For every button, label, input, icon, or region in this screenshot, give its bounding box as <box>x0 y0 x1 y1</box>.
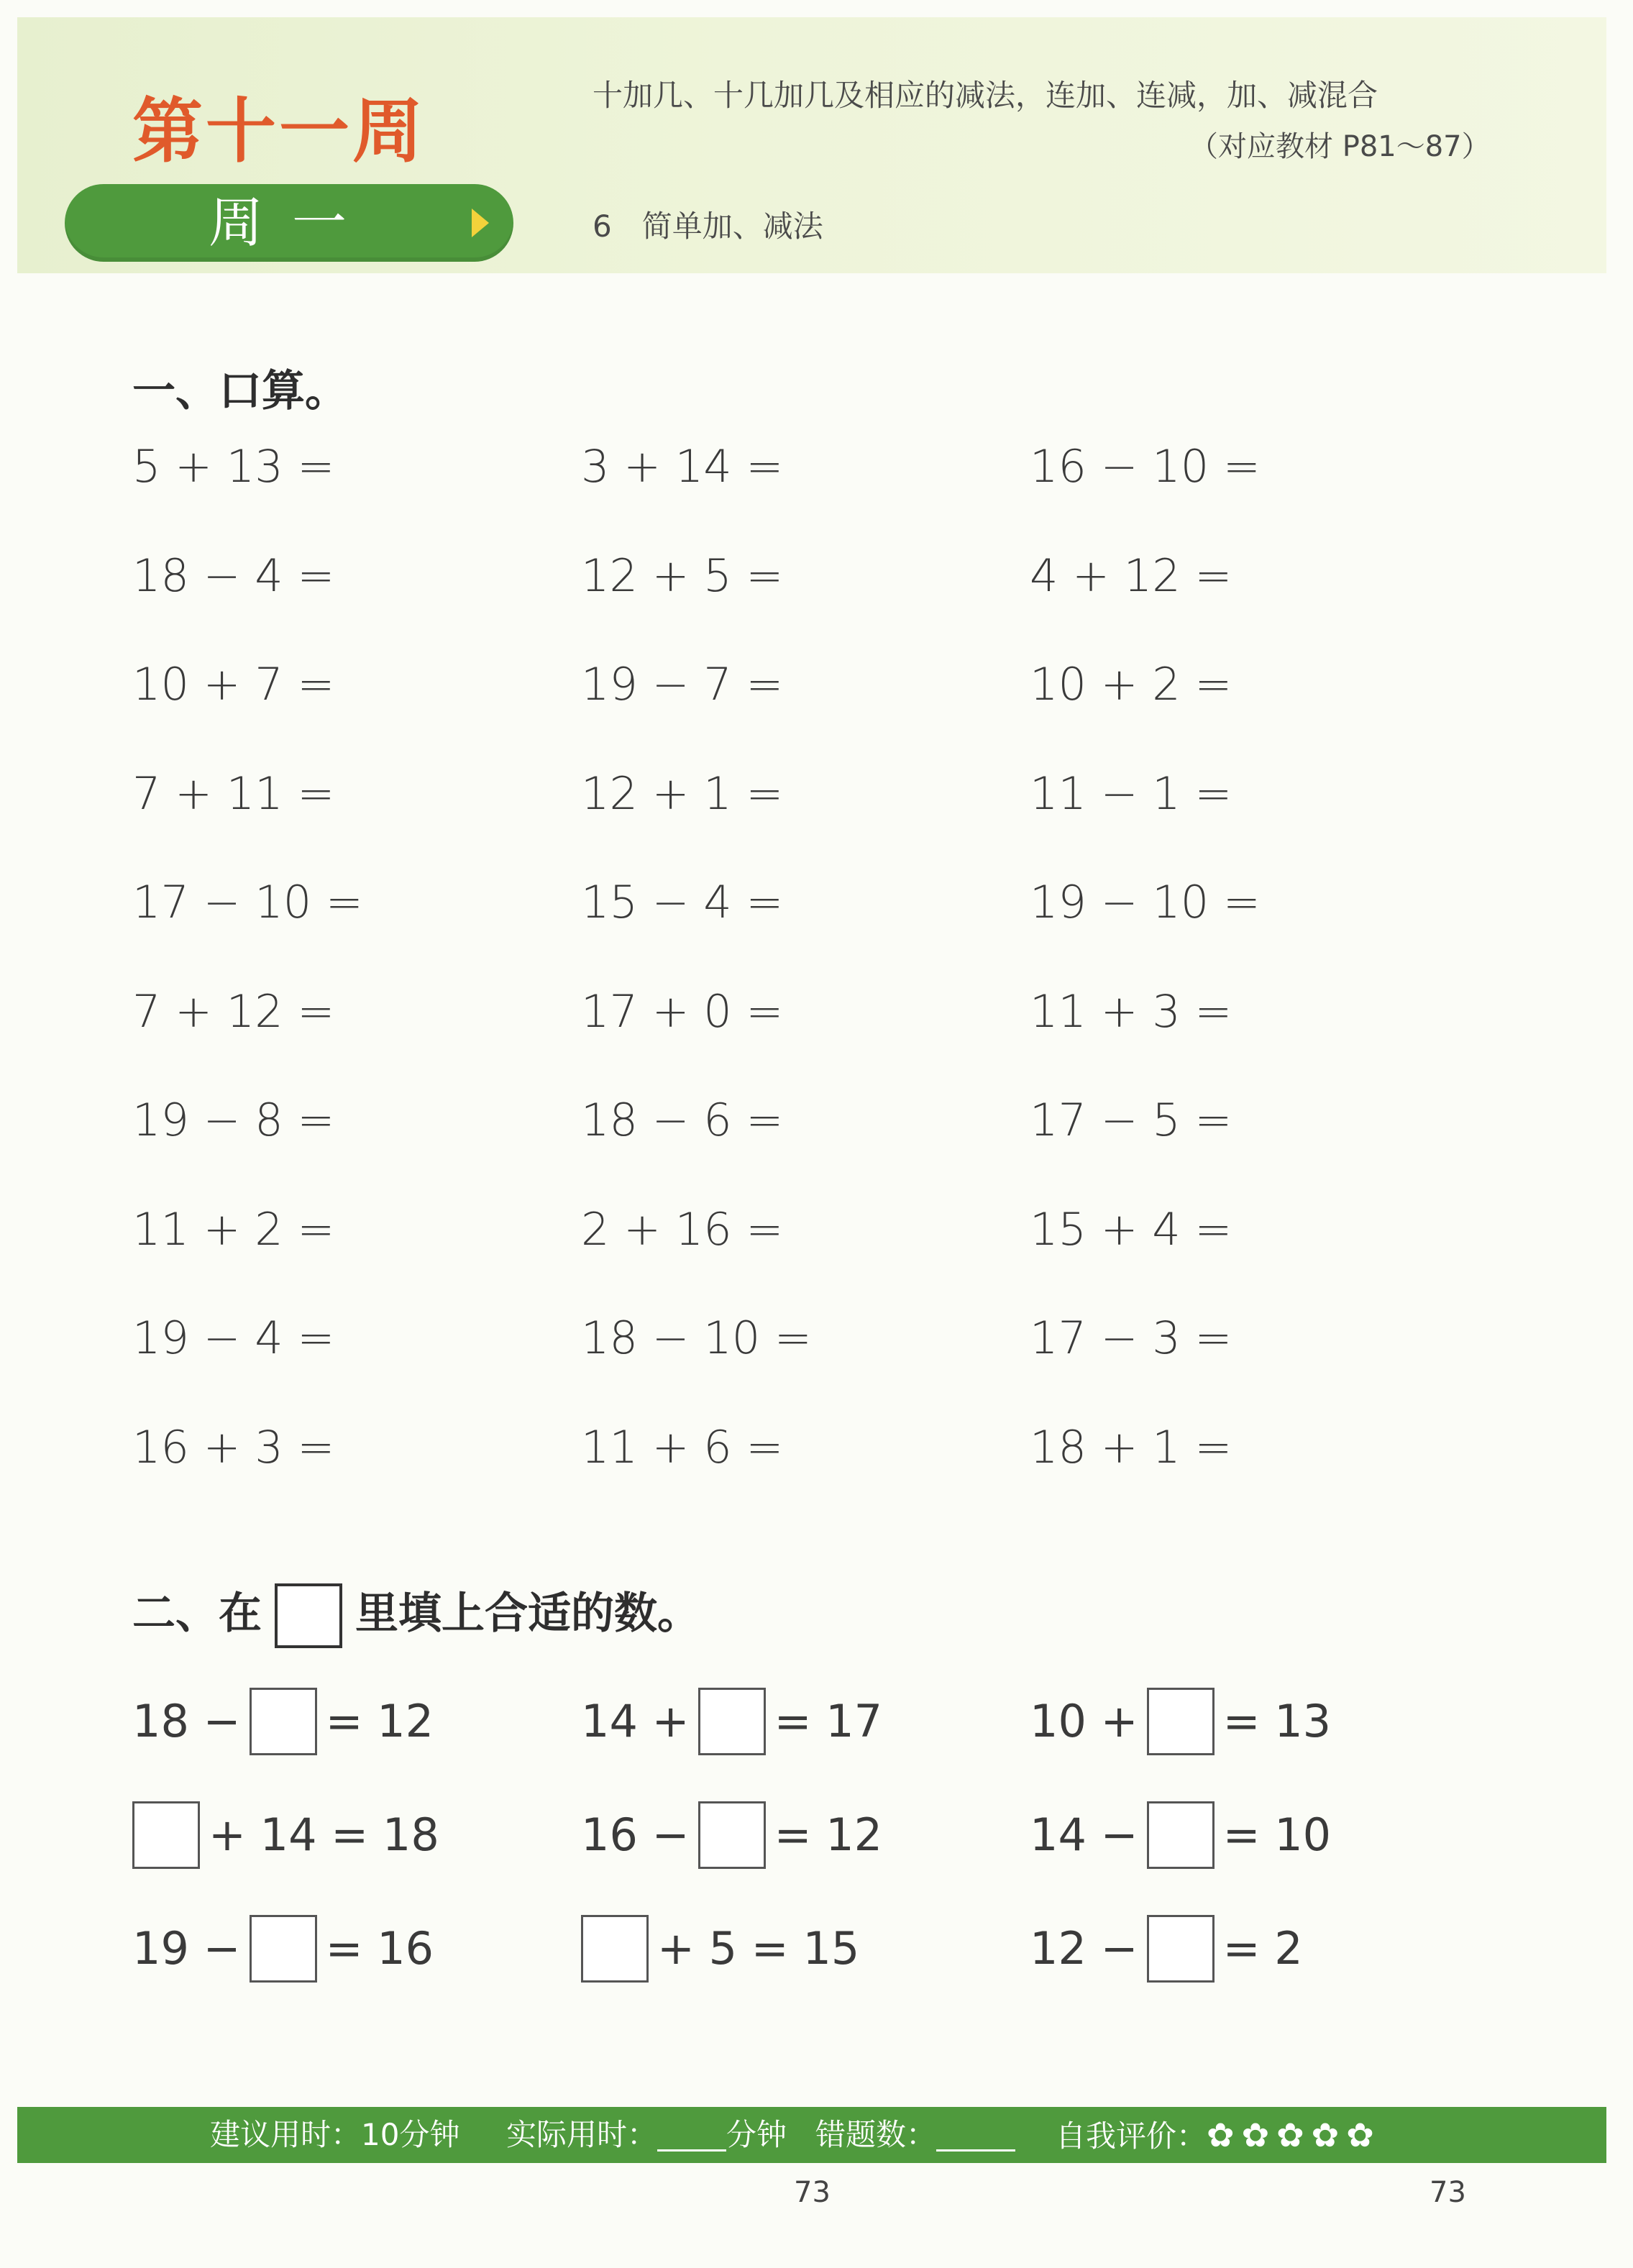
section1-title: 一、口算。 <box>132 366 348 416</box>
problem-item: 12 + 5 = <box>581 549 784 602</box>
lesson-title: 6 简单加、减法 <box>593 209 823 244</box>
section2-title <box>132 1579 700 1648</box>
problem-item: 5 + 13 = <box>132 440 335 493</box>
footer-bar <box>17 2107 1606 2163</box>
error-count-input[interactable] <box>936 2149 1015 2152</box>
suggested-time: 建议用时：10分钟 <box>210 2117 460 2152</box>
problem-item: 18 − 6 = <box>581 1094 784 1146</box>
fill-in-item <box>581 1686 882 1752</box>
problem-item: 4 + 12 = <box>1030 549 1232 602</box>
day-label: 周一 <box>209 191 375 255</box>
page-number-center: 73 <box>794 2176 831 2209</box>
flower-rating[interactable] <box>1207 2118 1381 2154</box>
problem-item: 7 + 12 = <box>132 984 335 1038</box>
flower-icon[interactable]: ✿ <box>1346 2116 1374 2154</box>
problem-item: 10 + 7 = <box>132 658 335 710</box>
topics-subtitle: 十加几、十几加几及相应的减法，连加、连减，加、减混合 <box>593 78 1378 113</box>
textbook-reference: （对应教材 P81～87） <box>1189 130 1491 163</box>
problem-item: 18 − 4 = <box>132 549 335 602</box>
fill-in-item <box>132 1913 434 1979</box>
expression-before: 19 − <box>132 1921 241 1975</box>
answer-box[interactable] <box>132 1801 200 1869</box>
expression-after: = 17 <box>774 1694 883 1747</box>
self-evaluation <box>1056 2107 1381 2163</box>
answer-box[interactable] <box>250 1688 317 1755</box>
problem-item: 11 + 6 = <box>581 1420 784 1473</box>
problem-item: 11 + 2 = <box>132 1202 335 1256</box>
expression-after: = 16 <box>325 1921 434 1975</box>
expression-before: 14 − <box>1030 1808 1138 1861</box>
problem-item: 18 + 1 = <box>1030 1420 1232 1473</box>
expression-before: 18 − <box>132 1694 241 1747</box>
problem-item: 17 + 0 = <box>581 984 784 1038</box>
day-pill <box>65 184 513 262</box>
fill-in-item <box>132 1686 434 1752</box>
expression-after: + 5 = 15 <box>657 1921 860 1975</box>
problem-item: 11 − 1 = <box>1030 767 1232 820</box>
expression-before: 12 − <box>1030 1921 1138 1975</box>
week-title: 第十一周 <box>132 91 426 173</box>
expression-after: = 10 <box>1222 1808 1332 1861</box>
expression-after: = 13 <box>1222 1694 1332 1747</box>
answer-box[interactable] <box>1147 1915 1215 1983</box>
actual-time <box>506 2107 787 2163</box>
expression-after: = 12 <box>774 1808 883 1861</box>
error-count-label: 错题数： <box>815 2117 937 2152</box>
header-band <box>17 17 1606 273</box>
problem-item: 10 + 2 = <box>1030 658 1232 710</box>
problem-item: 15 + 4 = <box>1030 1202 1232 1256</box>
page-number-corner: 73 <box>1430 2176 1466 2209</box>
fill-in-item <box>581 1913 859 1979</box>
expression-before: 16 − <box>581 1808 690 1861</box>
answer-box[interactable] <box>698 1801 766 1869</box>
problem-item: 17 − 5 = <box>1030 1094 1232 1146</box>
flower-icon[interactable]: ✿ <box>1311 2116 1340 2154</box>
problem-item: 17 − 3 = <box>1030 1312 1232 1364</box>
problem-item: 16 − 10 = <box>1030 440 1261 493</box>
problem-item: 16 + 3 = <box>132 1420 335 1473</box>
section2-title-before: 二、在 <box>132 1588 262 1639</box>
fill-in-item <box>1030 1913 1303 1979</box>
problem-item: 19 − 10 = <box>1030 876 1261 928</box>
self-eval-label: 自我评价： <box>1056 2118 1207 2154</box>
problem-item: 12 + 1 = <box>581 767 784 820</box>
expression-after: = 12 <box>325 1694 434 1747</box>
problem-item: 19 − 8 = <box>132 1094 335 1146</box>
expression-after: + 14 = 18 <box>209 1808 439 1861</box>
section2-title-after: 里填上合适的数。 <box>355 1588 700 1639</box>
problem-item: 3 + 14 = <box>581 440 784 493</box>
answer-box[interactable] <box>250 1915 317 1983</box>
flower-icon[interactable]: ✿ <box>1207 2116 1235 2154</box>
expression-before: 14 + <box>581 1694 690 1747</box>
answer-box[interactable] <box>581 1915 649 1983</box>
actual-time-input[interactable] <box>657 2149 726 2152</box>
problem-item: 19 − 4 = <box>132 1312 335 1364</box>
problem-item: 11 + 3 = <box>1030 984 1232 1038</box>
actual-time-label: 实际用时： <box>506 2117 658 2152</box>
fill-in-item <box>581 1799 882 1865</box>
fill-in-item <box>132 1799 439 1865</box>
problem-item: 15 − 4 = <box>581 876 784 928</box>
fill-in-item <box>1030 1686 1331 1752</box>
flower-icon[interactable]: ✿ <box>1276 2116 1304 2154</box>
actual-time-unit: 分钟 <box>726 2117 787 2152</box>
answer-box[interactable] <box>1147 1688 1215 1755</box>
problem-item: 7 + 11 = <box>132 767 335 820</box>
problem-item: 18 − 10 = <box>581 1312 812 1364</box>
error-count <box>815 2107 1015 2163</box>
answer-box[interactable] <box>1147 1801 1215 1869</box>
problem-item: 19 − 7 = <box>581 658 784 710</box>
play-arrow-icon <box>472 209 489 237</box>
problem-item: 17 − 10 = <box>132 876 363 928</box>
answer-box[interactable] <box>698 1688 766 1755</box>
expression-after: = 2 <box>1222 1921 1303 1975</box>
flower-icon[interactable]: ✿ <box>1241 2116 1270 2154</box>
fill-in-item <box>1030 1799 1331 1865</box>
answer-box-icon <box>275 1583 342 1648</box>
expression-before: 10 + <box>1030 1694 1138 1747</box>
problem-item: 2 + 16 = <box>581 1202 784 1256</box>
